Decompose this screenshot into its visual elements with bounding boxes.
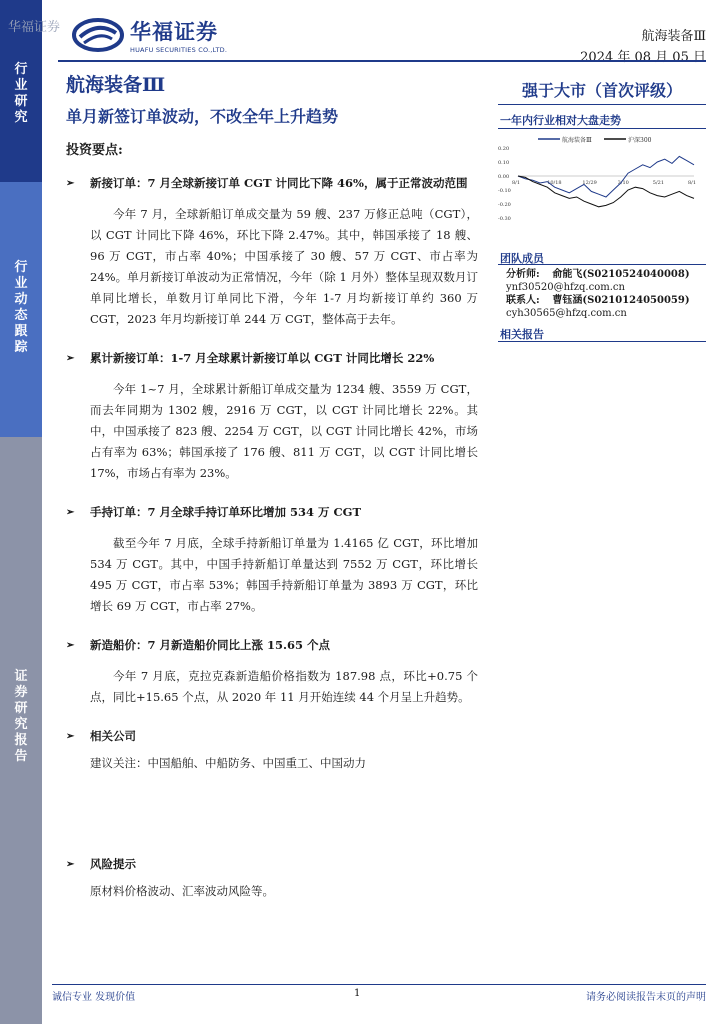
x-tick-label: 10/18: [547, 180, 562, 186]
section-heading: [66, 502, 478, 523]
y-tick-label: 0.20: [498, 146, 510, 152]
series-line: [518, 156, 697, 197]
contact-label: 联系人:: [506, 295, 540, 306]
sidebar-char: 业: [14, 276, 28, 291]
chart-legend: [538, 136, 652, 144]
section-body: 今年 7 月，全球新船订单成交量为 59 艘、237 万修正总吨（CGT），以 CGT 计同比下降 46%，环比下降 2.47%。其中，韩国承接了 18 艘、96 万 CGT，市占率 40%；中国承接了 30 艘、57 万 CGT、市占率为 24%。单月新接订单波动为正常情况，今年（除 1 月外）整体呈现双数月订单同比增长，单数月订单同比下滑，今年 1-7 月均新接订单约 360 万 CGT，2023 年月均新接订单 244 万 CGT，整体高于去年。: [90, 207, 478, 326]
team-divider: [498, 264, 706, 265]
related-companies-text: 建议关注：中国船舶、中船防务、中国重工、中国动力: [90, 756, 366, 770]
sidebar-char: 踪: [14, 340, 28, 355]
legend-label: 航海装备Ⅲ: [562, 137, 592, 144]
contact-email: cyh30565@hfzq.com.cn: [506, 308, 627, 319]
section-heading: [66, 348, 478, 369]
footer-slogan: 诚信专业 发现价值: [52, 992, 136, 1003]
logo-icon: [72, 17, 124, 53]
section-heading: [66, 854, 478, 875]
header-industry: 航海装备Ⅲ: [641, 29, 706, 44]
team-heading: 团队成员: [500, 252, 544, 265]
team-members: [506, 268, 706, 320]
section-body: 截至今年 7 月底，全球手持新船订单量为 1.4165 亿 CGT，环比增加 534 万 CGT。其中，中国手持新船订单量达到 7552 万 CGT，环比增长 495 万 CGT，市占率 53%；韩国手持新船订单量为 3893 万 CGT，环比增长 69 万 CGT，市占率 27%。: [90, 536, 478, 613]
section-heading: [66, 635, 478, 656]
header-divider: [58, 60, 706, 62]
sidebar-char: 究: [14, 717, 28, 732]
bullet-arrow-icon: ➢: [66, 640, 75, 651]
x-tick-label: 12/29: [582, 180, 597, 186]
sidebar-char: 业: [14, 78, 28, 93]
series-line: [518, 176, 697, 207]
key-points-title: 投资要点:: [66, 143, 123, 158]
section-body: 今年 7 月底，克拉克森新造船价格指数为 187.98 点，环比+0.75 个点，同比+15.65 个点，从 2020 年 11 月开始连续 44 个月呈上升趋势。: [90, 669, 478, 704]
legend-label: 沪深300: [628, 137, 652, 144]
sidebar-char: 行: [14, 62, 28, 77]
bullet-arrow-icon: ➢: [66, 859, 75, 870]
sidebar-industry-tracking: [0, 182, 42, 437]
sidebar-char: 行: [14, 260, 28, 275]
sidebar-char: 证: [14, 669, 28, 684]
contact-row: [506, 294, 706, 307]
sidebar-char: 究: [14, 110, 28, 125]
bullet-arrow-icon: ➢: [66, 353, 75, 364]
sidebar-char: 跟: [14, 324, 28, 339]
section-heading-text: 累计新接订单：1-7 月全球累计新接订单以 CGT 计同比增长 22%: [90, 351, 435, 365]
section-heading-text: 新接订单：7 月全球新接订单 CGT 计同比下降 46%，属于正常波动范围: [90, 176, 468, 190]
section-heading-text: 新造船价：7 月新造船价同比上涨 15.65 个点: [90, 638, 331, 652]
y-tick-label: -0.20: [498, 202, 511, 208]
x-tick-label: 8/1: [688, 180, 697, 186]
sidebar-char: 动: [14, 292, 28, 307]
bullet-arrow-icon: ➢: [66, 178, 75, 189]
x-tick-label: 3/10: [617, 180, 629, 186]
footer-divider: [52, 984, 706, 985]
section-heading-text: 风险提示: [90, 857, 136, 871]
risk-text: 原材料价格波动、汇率波动风险等。: [90, 884, 274, 898]
sidebar-char: 报: [14, 733, 28, 748]
related-divider: [498, 341, 706, 342]
analyst-email: ynf30520@hfzq.com.cn: [506, 282, 625, 293]
section-heading: [66, 726, 478, 747]
section-body: 今年 1~7 月，全球累计新船订单成交量为 1234 艘、3559 万 CGT，而去年同期为 1302 艘，2916 万 CGT，以 CGT 计同比增长 22%。其中，中国承接了 823 艘、2254 万 CGT，以 CGT 计同比增长 42%，市场占有率为 63%；韩国承接了 176 艘、811 万 CGT，以 CGT 计同比增长 17%，市场占有率为 23%。: [90, 382, 478, 480]
analyst-label: 分析师:: [506, 269, 540, 280]
logo-chinese: 华福证券: [130, 20, 218, 44]
y-tick-label: 0.00: [498, 174, 510, 180]
sidebar-securities-report: [0, 437, 42, 1024]
chart-heading: 一年内行业相对大盘走势: [500, 114, 621, 127]
page-number: 1: [354, 988, 361, 999]
contact-name: 曹钰涵(S0210124050059): [552, 295, 690, 306]
relative-performance-chart: [498, 132, 708, 232]
x-tick-label: 8/1: [512, 180, 521, 186]
rating-divider: [498, 104, 706, 105]
y-tick-label: -0.30: [498, 216, 511, 222]
watermark: 华福证券: [8, 20, 61, 35]
report-title: 航海装备Ⅲ: [66, 74, 166, 96]
company-logo: [72, 16, 227, 54]
section-heading-text: 相关公司: [90, 729, 136, 743]
sidebar-char: 研: [14, 701, 28, 716]
sidebar: [0, 0, 42, 1024]
chart-heading-divider: [498, 128, 706, 129]
rating: 强于大市（首次评级）: [521, 81, 682, 100]
y-tick-label: -0.10: [498, 188, 511, 194]
analyst-row: [506, 268, 706, 281]
section-heading-text: 手持订单：7 月全球手持订单环比增加 534 万 CGT: [90, 505, 362, 519]
bullet-arrow-icon: ➢: [66, 731, 75, 742]
sidebar-char: 态: [14, 308, 28, 323]
main-content: [66, 140, 478, 916]
x-tick-label: 5/21: [652, 180, 665, 186]
header-date: 2024 年 08 月 05 日: [580, 50, 706, 65]
section-heading: [66, 173, 478, 194]
logo-english: HUAFU SECURITIES CO.,LTD.: [130, 46, 228, 54]
related-reports-heading: 相关报告: [500, 328, 544, 341]
sidebar-char: 券: [14, 685, 28, 700]
report-subtitle: 单月新签订单波动，不改全年上升趋势: [66, 107, 339, 126]
y-tick-label: 0.10: [498, 160, 510, 166]
bullet-arrow-icon: ➢: [66, 507, 75, 518]
sidebar-char: 告: [14, 749, 28, 764]
sidebar-char: 研: [14, 94, 28, 109]
footer-disclaimer: 请务必阅读报告末页的声明: [586, 992, 706, 1003]
analyst-name: 俞能飞(S0210524040008): [552, 269, 690, 280]
